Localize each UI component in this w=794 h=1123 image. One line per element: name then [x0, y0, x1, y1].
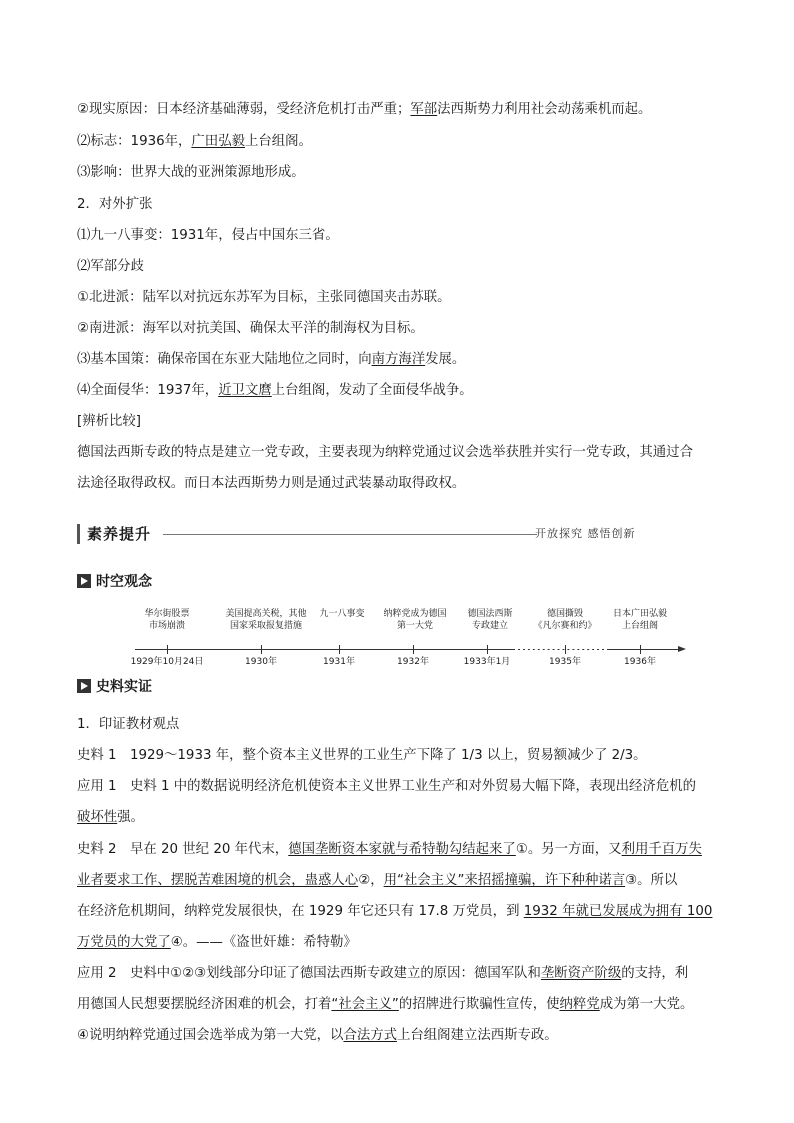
- timeline-date: 1932年: [397, 657, 429, 667]
- text-line: 法途径取得政权。而日本法西斯势力则是通过武装暴动取得政权。: [77, 476, 466, 491]
- subheading: 1．印证教材观点: [77, 717, 180, 732]
- play-triangle-icon: [77, 574, 91, 588]
- text: ①。另一方面，又: [515, 842, 622, 857]
- section-marker: [77, 524, 80, 544]
- text: ④说明纳粹党通过国会选举成为第一大党，以: [77, 1028, 344, 1043]
- timeline-event: 德国撕毁 《凡尔赛和约》: [533, 609, 597, 631]
- underlined-text: 破坏性: [77, 810, 118, 825]
- underlined-text: 近卫文麿: [218, 383, 272, 398]
- text: 的支持，利: [621, 966, 689, 981]
- timeline-date: 1936年: [624, 657, 656, 667]
- timeline-tick: [167, 645, 168, 654]
- timeline-event: 日本广田弘毅 上台组阁: [612, 609, 668, 631]
- play-triangle-icon: [77, 679, 91, 693]
- timeline-event: 九一八事变: [319, 609, 365, 619]
- heading-label: 时空观念: [96, 574, 152, 590]
- text: 的招牌进行欺骗性宣传，使: [398, 997, 560, 1012]
- text: ②现实原因：日本经济基础薄弱，受经济危机打击严重；: [77, 102, 411, 117]
- text: ⑶基本国策：确保帝国在东亚大陆地位之同时，向: [77, 352, 372, 367]
- text-line: [77, 350, 724, 370]
- timeline-event: 美国提高关税，其他 国家采取报复措施: [225, 609, 307, 631]
- text: 在经济危机期间，纳粹党发展很快，在 1929 年它还只有 17.8 万党员，到: [77, 904, 524, 919]
- text-line: [77, 871, 724, 891]
- text-line: 应用 1 史料 1 中的数据说明经济危机使资本主义世界工业生产和对外贸易大幅下降，表现出经济危机的: [77, 779, 696, 794]
- underlined-text: 用“社会主义”来招摇撞骗，许下种种诺言: [383, 873, 626, 888]
- underlined-text: 业者要求工作、摆脱苦难困境的机会，蛊惑人心: [77, 873, 359, 888]
- text: 上台组阁。: [244, 134, 312, 149]
- timeline-date: 1935年: [549, 657, 581, 667]
- text: 上台组阁，发动了全面侵华战争。: [271, 383, 473, 398]
- underlined-text: 万党员的大党了: [77, 935, 171, 950]
- text-line: [77, 964, 724, 984]
- underlined-text: 1932 年就已发展成为拥有 100: [523, 904, 713, 919]
- text: 上台组阁建立法西斯专政。: [397, 1028, 558, 1043]
- underlined-text: 纳粹党: [559, 997, 600, 1012]
- underlined-text: 合法方式: [343, 1028, 397, 1043]
- timeline-tick: [413, 645, 414, 654]
- underlined-text: 德国垄断资本家就与希特勒勾结起来了: [288, 842, 516, 857]
- section-rule: [163, 534, 537, 535]
- heading-time-space: [77, 571, 152, 591]
- text-line: [77, 808, 724, 828]
- timeline-date: 1933年1月: [463, 657, 511, 667]
- heading-label: 史料实证: [96, 679, 152, 695]
- text-line: [77, 902, 724, 922]
- underlined-text: 利用千百万失: [621, 842, 702, 857]
- text: 成为第一大党。: [599, 997, 694, 1012]
- text-line: [77, 100, 724, 120]
- timeline-tick: [487, 645, 488, 654]
- timeline-arrow-icon: [678, 646, 686, 652]
- timeline-date: 1929年10月24日: [130, 657, 204, 667]
- text-line: [77, 995, 724, 1015]
- underlined-text: 垄断资产阶级: [540, 966, 622, 981]
- text-line: ⑵军部分歧: [77, 259, 144, 274]
- timeline-tick: [640, 645, 641, 654]
- timeline-tick: [261, 645, 262, 654]
- text: ④。——《盗世奸雄：希特勒》: [170, 935, 357, 950]
- section-subtitle: 开放探究 感悟创新: [535, 527, 636, 540]
- timeline-tick: [565, 645, 566, 654]
- text-line: [77, 132, 724, 152]
- text: 法西斯势力利用社会动荡乘机而起。: [437, 102, 652, 117]
- text: 史料 2 早在 20 世纪 20 年代末，: [77, 842, 289, 857]
- underlined-text: 军部: [410, 102, 438, 117]
- text-line: ⑶影响：世界大战的亚洲策源地形成。: [77, 165, 305, 180]
- text-line: [77, 1026, 724, 1046]
- timeline-event: 华尔街股票 市场崩溃: [144, 609, 190, 631]
- text-line: [77, 840, 724, 860]
- text-line: ⑴九一八事变：1931年，侵占中国东三省。: [77, 228, 339, 243]
- text-line: 德国法西斯专政的特点是建立一党专政，主要表现为纳粹党通过议会选举获胜并实行一党专政，其通过合: [77, 445, 693, 460]
- analysis-label: [辨析比较]: [77, 414, 142, 429]
- text: 应用 2 史料中①②③划线部分印证了德国法西斯专政建立的原因：德国军队和: [77, 966, 541, 981]
- timeline-dashed-segment: [515, 649, 607, 650]
- text: 发展。: [425, 352, 466, 367]
- timeline-event: 德国法西斯 专政建立: [467, 609, 513, 631]
- text: 强。: [117, 810, 144, 825]
- timeline-date: 1931年: [323, 657, 355, 667]
- underlined-text: 南方海洋: [371, 352, 426, 367]
- text: 用德国人民想要摆脱经济困难的机会，打着: [77, 997, 332, 1012]
- text: ②，: [358, 873, 384, 888]
- text: ⑵标志：1936年，: [77, 134, 192, 149]
- timeline-tick: [339, 645, 340, 654]
- timeline: [130, 608, 690, 668]
- text-line: 史料 1 1929～1933 年，整个资本主义世界的工业生产下降了 1/3 以上，贸易额减少了 2/3。: [77, 748, 647, 763]
- text-line: ②南进派：海军以对抗美国、确保太平洋的制海权为目标。: [77, 321, 424, 336]
- subheading: 2．对外扩张: [77, 197, 153, 212]
- timeline-date: 1930年: [245, 657, 277, 667]
- section-header: [77, 521, 717, 547]
- heading-evidence: [77, 676, 152, 696]
- text-line: ①北进派：陆军以对抗远东苏军为目标，主张同德国夹击苏联。: [77, 290, 451, 305]
- section-title: 素养提升: [87, 525, 152, 543]
- timeline-event: 纳粹党成为德国 第一大党: [383, 609, 447, 631]
- text: ⑷全面侵华：1937年，: [77, 383, 219, 398]
- text-line: [77, 381, 724, 401]
- text-line: [77, 933, 724, 953]
- underlined-text: “社会主义”: [331, 997, 399, 1012]
- underlined-text: 广田弘毅: [191, 134, 245, 149]
- text: ③。所以: [625, 873, 678, 888]
